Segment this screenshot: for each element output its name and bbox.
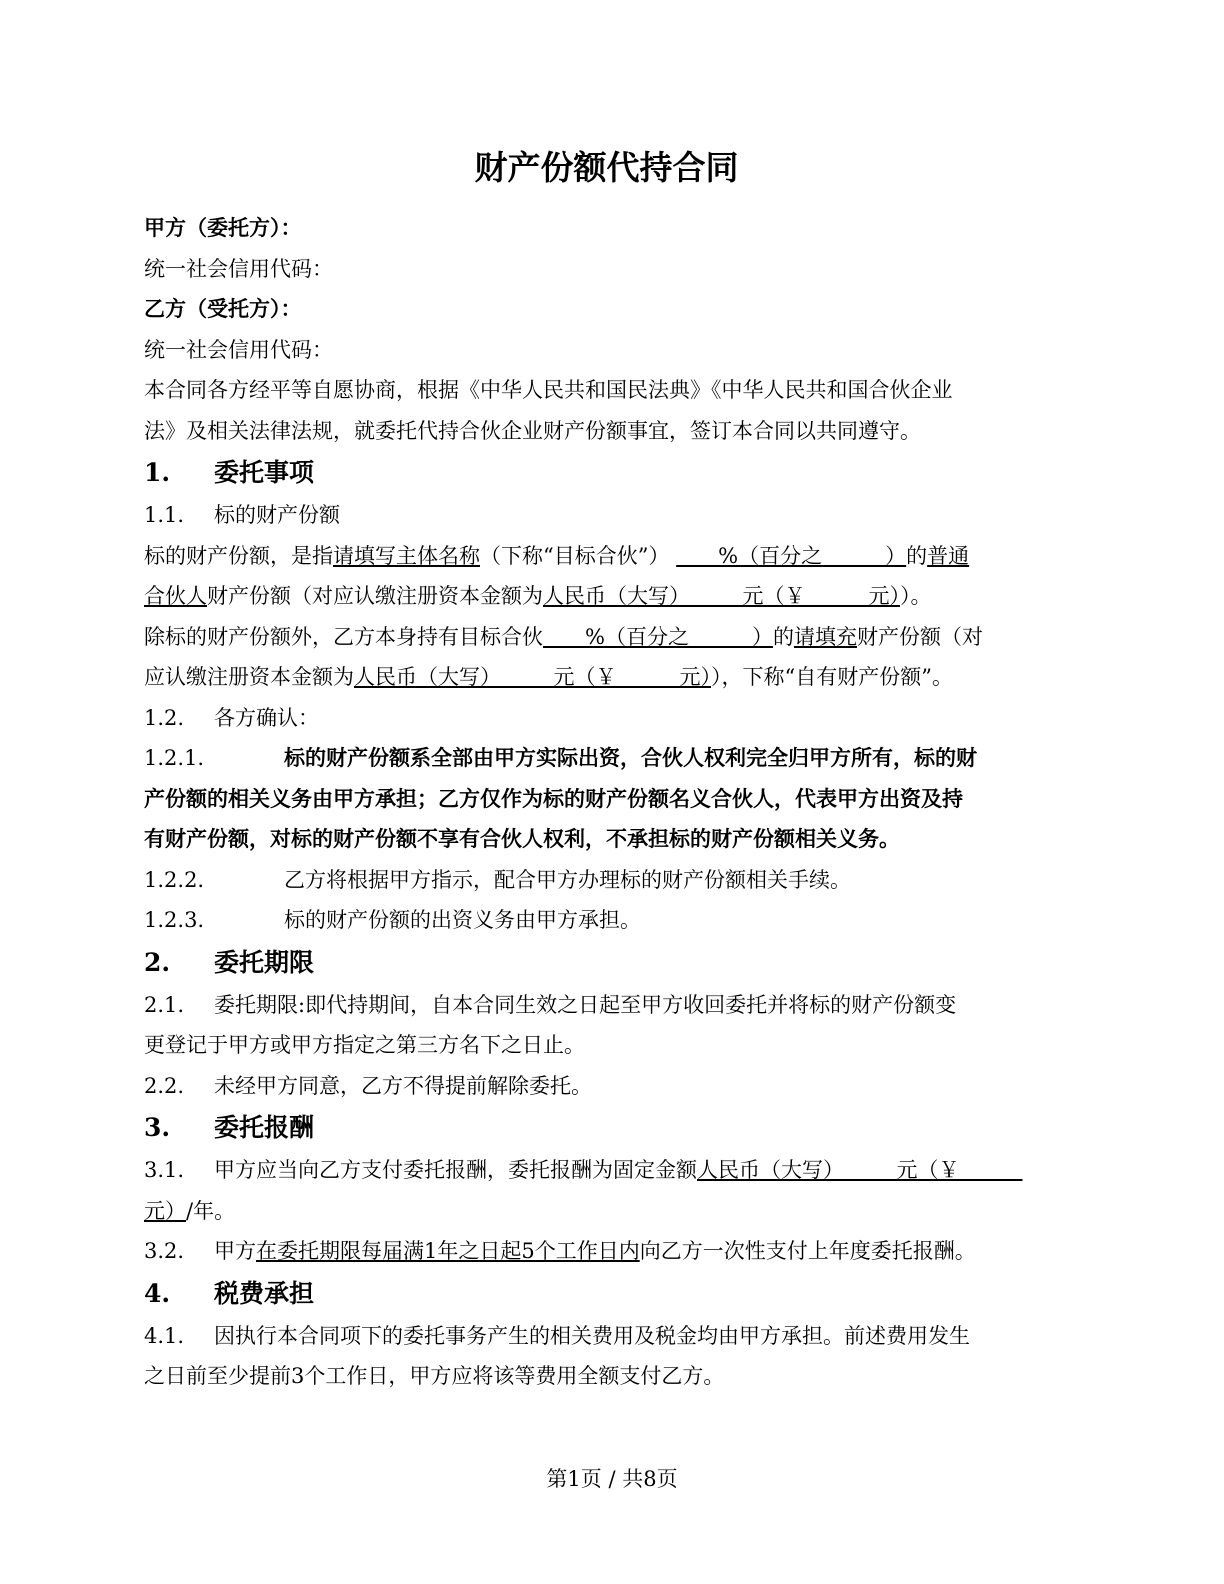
clause-1-2 bbox=[144, 698, 1084, 739]
clause-3-1-line-2 bbox=[144, 1191, 1084, 1232]
section-number: 2. bbox=[144, 947, 171, 977]
text-run: 向乙方一次性支付上年度委托报酬。 bbox=[639, 1239, 976, 1263]
text-run: 财产份额（对 bbox=[856, 624, 983, 649]
fill-field-percent: %（百分之 ） bbox=[543, 624, 773, 649]
text-run: （下称“目标合伙”） bbox=[480, 543, 670, 568]
clause-text: 标的财产份额的出资义务由甲方承担。 bbox=[284, 908, 641, 932]
fill-field-share-type: 请填充 bbox=[793, 624, 857, 649]
party-b-label: 乙方（受托方）： bbox=[144, 296, 302, 321]
clause-number: 1.2.2. bbox=[144, 867, 205, 892]
text-run: 标的财产份额，是指 bbox=[144, 543, 333, 568]
intro-line-1: 本合同各方经平等自愿协商，根据《中华人民共和国民法典》《中华人民共和国合伙企业 bbox=[144, 378, 953, 402]
section-number: 1. bbox=[144, 458, 171, 487]
fill-field-partner-type: 普通 bbox=[927, 543, 970, 568]
clause-text: 甲方应当向乙方支付委托报酬，委托报酬为固定金额 bbox=[214, 1158, 697, 1182]
clause-1-2-1-line-2: 产份额的相关义务由甲方承担；乙方仅作为标的财产份额名义合伙人，代表甲方出资及持 bbox=[144, 785, 963, 811]
clause-4-1-line-2: 之日前至少提前3个工作日，甲方应将该等费用全额支付乙方。 bbox=[144, 1364, 725, 1388]
section-title: 委托事项 bbox=[214, 458, 315, 487]
clause-3-1-line-1 bbox=[144, 1150, 1084, 1191]
text-run: 除标的财产份额外，乙方本身持有目标合伙 bbox=[144, 624, 543, 649]
party-a-label: 甲方（委托方）： bbox=[144, 215, 302, 240]
clause-number: 4.1. bbox=[144, 1323, 185, 1348]
text-run: /年。 bbox=[186, 1198, 236, 1223]
clause-text: 甲方 bbox=[214, 1239, 256, 1263]
fill-field-partner-type-cont: 合伙人 bbox=[144, 584, 207, 608]
clause-2-1-line-2: 更登记于甲方或甲方指定之第三方名下之日止。 bbox=[144, 1033, 585, 1057]
fill-field-amount: 人民币（大写） 元（￥ 元） bbox=[543, 584, 900, 608]
text-run: 应认缴注册资本金额为 bbox=[144, 665, 354, 689]
clause-text: 各方确认： bbox=[214, 705, 319, 730]
clause-4-1-line-1 bbox=[144, 1316, 1084, 1357]
clause-text: 未经甲方同意，乙方不得提前解除委托。 bbox=[214, 1073, 592, 1098]
fill-field-fee-amount-cont: 元） bbox=[144, 1198, 186, 1223]
text-run: 的 bbox=[772, 624, 794, 649]
clause-number: 1.2. bbox=[144, 705, 185, 730]
clause-number: 3.2. bbox=[144, 1239, 185, 1263]
fill-field-amount: 人民币（大写） 元（￥ 元） bbox=[354, 665, 711, 689]
section-3-heading bbox=[144, 1106, 1084, 1150]
clause-text: 标的财产份额 bbox=[214, 503, 340, 527]
text-run: ）。 bbox=[900, 584, 932, 608]
paragraph-1-line-2 bbox=[144, 576, 1084, 617]
clause-text: 标的财产份额系全部由甲方实际出资，合伙人权利完全归甲方所有，标的财 bbox=[284, 745, 977, 770]
clause-2-2 bbox=[144, 1066, 1084, 1107]
paragraph-2-line-1 bbox=[144, 617, 1084, 658]
section-number: 4. bbox=[144, 1278, 171, 1308]
section-title: 税费承担 bbox=[214, 1278, 315, 1308]
clause-2-1-line-1 bbox=[144, 985, 1084, 1026]
clause-text: 乙方将根据甲方指示，配合甲方办理标的财产份额相关手续。 bbox=[284, 867, 851, 892]
paragraph-1-line-1 bbox=[144, 536, 1084, 577]
document-title: 财产份额代持合同 bbox=[474, 148, 739, 187]
clause-number: 2.1. bbox=[144, 992, 185, 1017]
fill-field-percent: %（百分之 ） bbox=[676, 543, 907, 568]
section-4-heading bbox=[144, 1272, 1084, 1316]
clause-text: 委托期限:即代持期间，自本合同生效之日起至甲方收回委托并将标的财产份额变 bbox=[214, 992, 957, 1017]
party-a-credit-code: 统一社会信用代码： bbox=[144, 256, 333, 281]
section-title: 委托报酬 bbox=[214, 1113, 315, 1142]
page-footer: 第1页 / 共8页 bbox=[546, 1467, 678, 1491]
clause-number: 1.2.1. bbox=[144, 746, 205, 770]
paragraph-2-line-2 bbox=[144, 657, 1084, 698]
clause-number: 1.2.3. bbox=[144, 908, 205, 932]
clause-1-2-2 bbox=[144, 860, 1084, 901]
text-run: 的 bbox=[906, 543, 928, 568]
clause-text: 因执行本合同项下的委托事务产生的相关费用及税金均由甲方承担。前述费用发生 bbox=[214, 1323, 970, 1348]
clause-1-2-1-line-1 bbox=[144, 738, 1084, 779]
clause-number: 1.1. bbox=[144, 503, 185, 527]
clause-3-2 bbox=[144, 1231, 1084, 1272]
clause-number: 3.1. bbox=[144, 1158, 185, 1182]
clause-1-2-3 bbox=[144, 900, 1084, 941]
fill-field-entity-name: 请填写主体名称 bbox=[333, 543, 480, 568]
clause-number: 2.2. bbox=[144, 1073, 185, 1098]
text-run: 财产份额（对应认缴注册资本金额为 bbox=[207, 584, 543, 608]
section-title: 委托期限 bbox=[214, 947, 315, 977]
clause-1-1 bbox=[144, 495, 1084, 536]
party-b-credit-code: 统一社会信用代码： bbox=[144, 337, 333, 362]
section-1-heading bbox=[144, 451, 1084, 495]
fill-field-fee-amount: 人民币（大写） 元（￥ bbox=[697, 1158, 1023, 1182]
section-2-heading bbox=[144, 941, 1084, 985]
fill-field-payment-term: 在委托期限每届满1年之日起5个工作日内 bbox=[256, 1239, 640, 1263]
clause-1-2-1-line-3: 有财产份额，对标的财产份额不享有合伙人权利，不承担标的财产份额相关义务。 bbox=[144, 826, 900, 851]
section-number: 3. bbox=[144, 1113, 171, 1142]
text-run: ），下称“自有财产份额”。 bbox=[711, 665, 953, 689]
document-body bbox=[144, 140, 1084, 1397]
intro-line-2: 法》及相关法律法规，就委托代持合伙企业财产份额事宜，签订本合同以共同遵守。 bbox=[144, 418, 921, 443]
